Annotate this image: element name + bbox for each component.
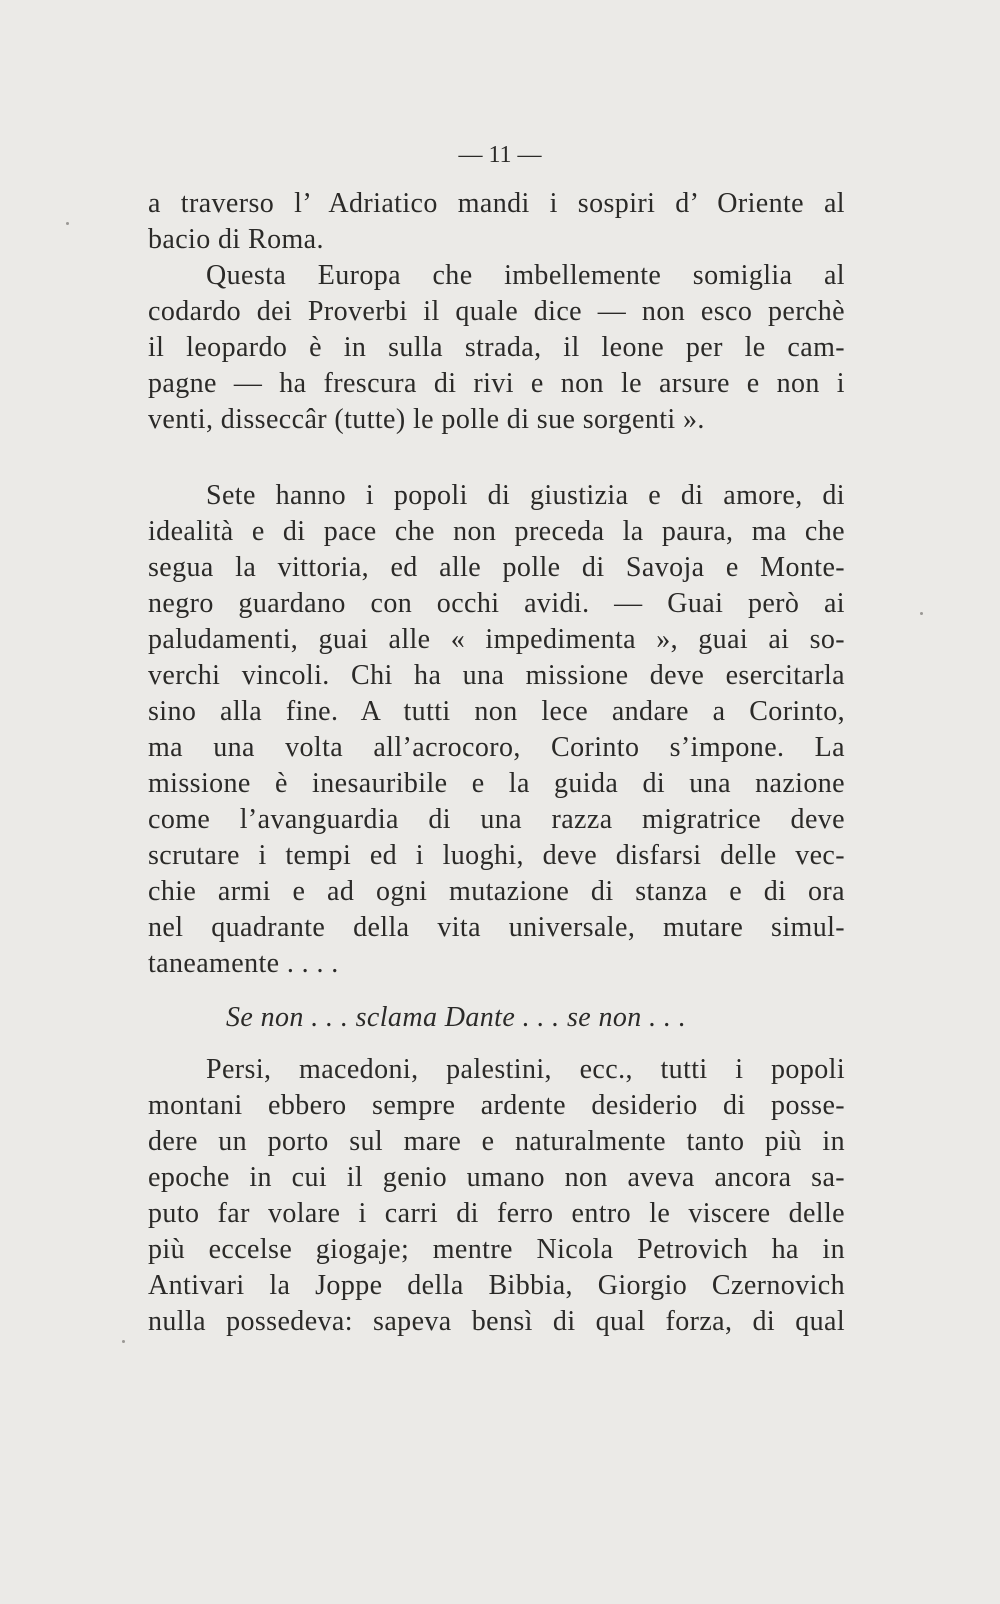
paragraph	[148, 1052, 845, 1340]
text-line: a traverso l’ Adriatico mandi i sospiri d’ Oriente al	[148, 188, 845, 219]
text-line: paludamenti, guai alle « impedimenta », guai ai so-	[148, 624, 845, 655]
text-line: venti, disseccâr (tutte) le polle di sue sorgenti ».	[148, 404, 705, 435]
text-line: puto far volare i carri di ferro entro le viscere delle	[148, 1198, 845, 1229]
text-line: Sete hanno i popoli di giustizia e di amore, di	[206, 480, 845, 511]
paragraph-continuation	[148, 186, 845, 258]
text-line: nel quadrante della vita universale, mutare simul-	[148, 912, 845, 943]
text-line: scrutare i tempi ed i luoghi, deve disfarsi delle vec-	[148, 840, 845, 871]
text-line: epoche in cui il genio umano non aveva ancora sa-	[148, 1162, 845, 1193]
text-line: montani ebbero sempre ardente desiderio di posse-	[148, 1090, 845, 1121]
text-line: dere un porto sul mare e naturalmente tanto più in	[148, 1126, 845, 1157]
text-line: taneamente . . . .	[148, 948, 339, 979]
page-number: — 11 —	[458, 142, 542, 168]
italic-quote-line: Se non . . . sclama Dante . . . se non . . .	[226, 1002, 687, 1033]
text-line: più eccelse giogaje; mentre Nicola Petrovich ha in	[148, 1234, 845, 1265]
text-line: Antivari la Joppe della Bibbia, Giorgio Czernovich	[148, 1270, 845, 1301]
paragraph	[148, 478, 845, 982]
text-line: ma una volta all’acrocoro, Corinto s’impone. La	[148, 732, 845, 763]
paper-speck	[920, 612, 923, 615]
text-line: pagne — ha frescura di rivi e non le arsure e non i	[148, 368, 845, 399]
text-line: codardo dei Proverbi il quale dice — non esco perchè	[148, 296, 845, 327]
text-line: chie armi e ad ogni mutazione di stanza e di ora	[148, 876, 845, 907]
text-line: bacio di Roma.	[148, 224, 324, 255]
text-line: verchi vincoli. Chi ha una missione deve esercitarla	[148, 660, 845, 691]
text-line: nulla possedeva: sapeva bensì di qual forza, di qual	[148, 1306, 845, 1337]
text-line: idealità e di pace che non preceda la paura, ma che	[148, 516, 845, 547]
text-line: negro guardano con occhi avidi. — Guai però ai	[148, 588, 845, 619]
text-line: Persi, macedoni, palestini, ecc., tutti i popoli	[206, 1054, 845, 1085]
text-line: segua la vittoria, ed alle polle di Savoja e Monte-	[148, 552, 845, 583]
paper-speck	[122, 1340, 125, 1343]
text-line: sino alla fine. A tutti non lece andare a Corinto,	[148, 696, 845, 727]
text-line: come l’avanguardia di una razza migratrice deve	[148, 804, 845, 835]
text-line: il leopardo è in sulla strada, il leone per le cam-	[148, 332, 845, 363]
paragraph	[148, 258, 845, 438]
paper-speck	[66, 222, 69, 225]
text-line: missione è inesauribile e la guida di una nazione	[148, 768, 845, 799]
text-line: Questa Europa che imbellemente somiglia al	[206, 260, 845, 291]
quotation	[148, 1000, 845, 1036]
